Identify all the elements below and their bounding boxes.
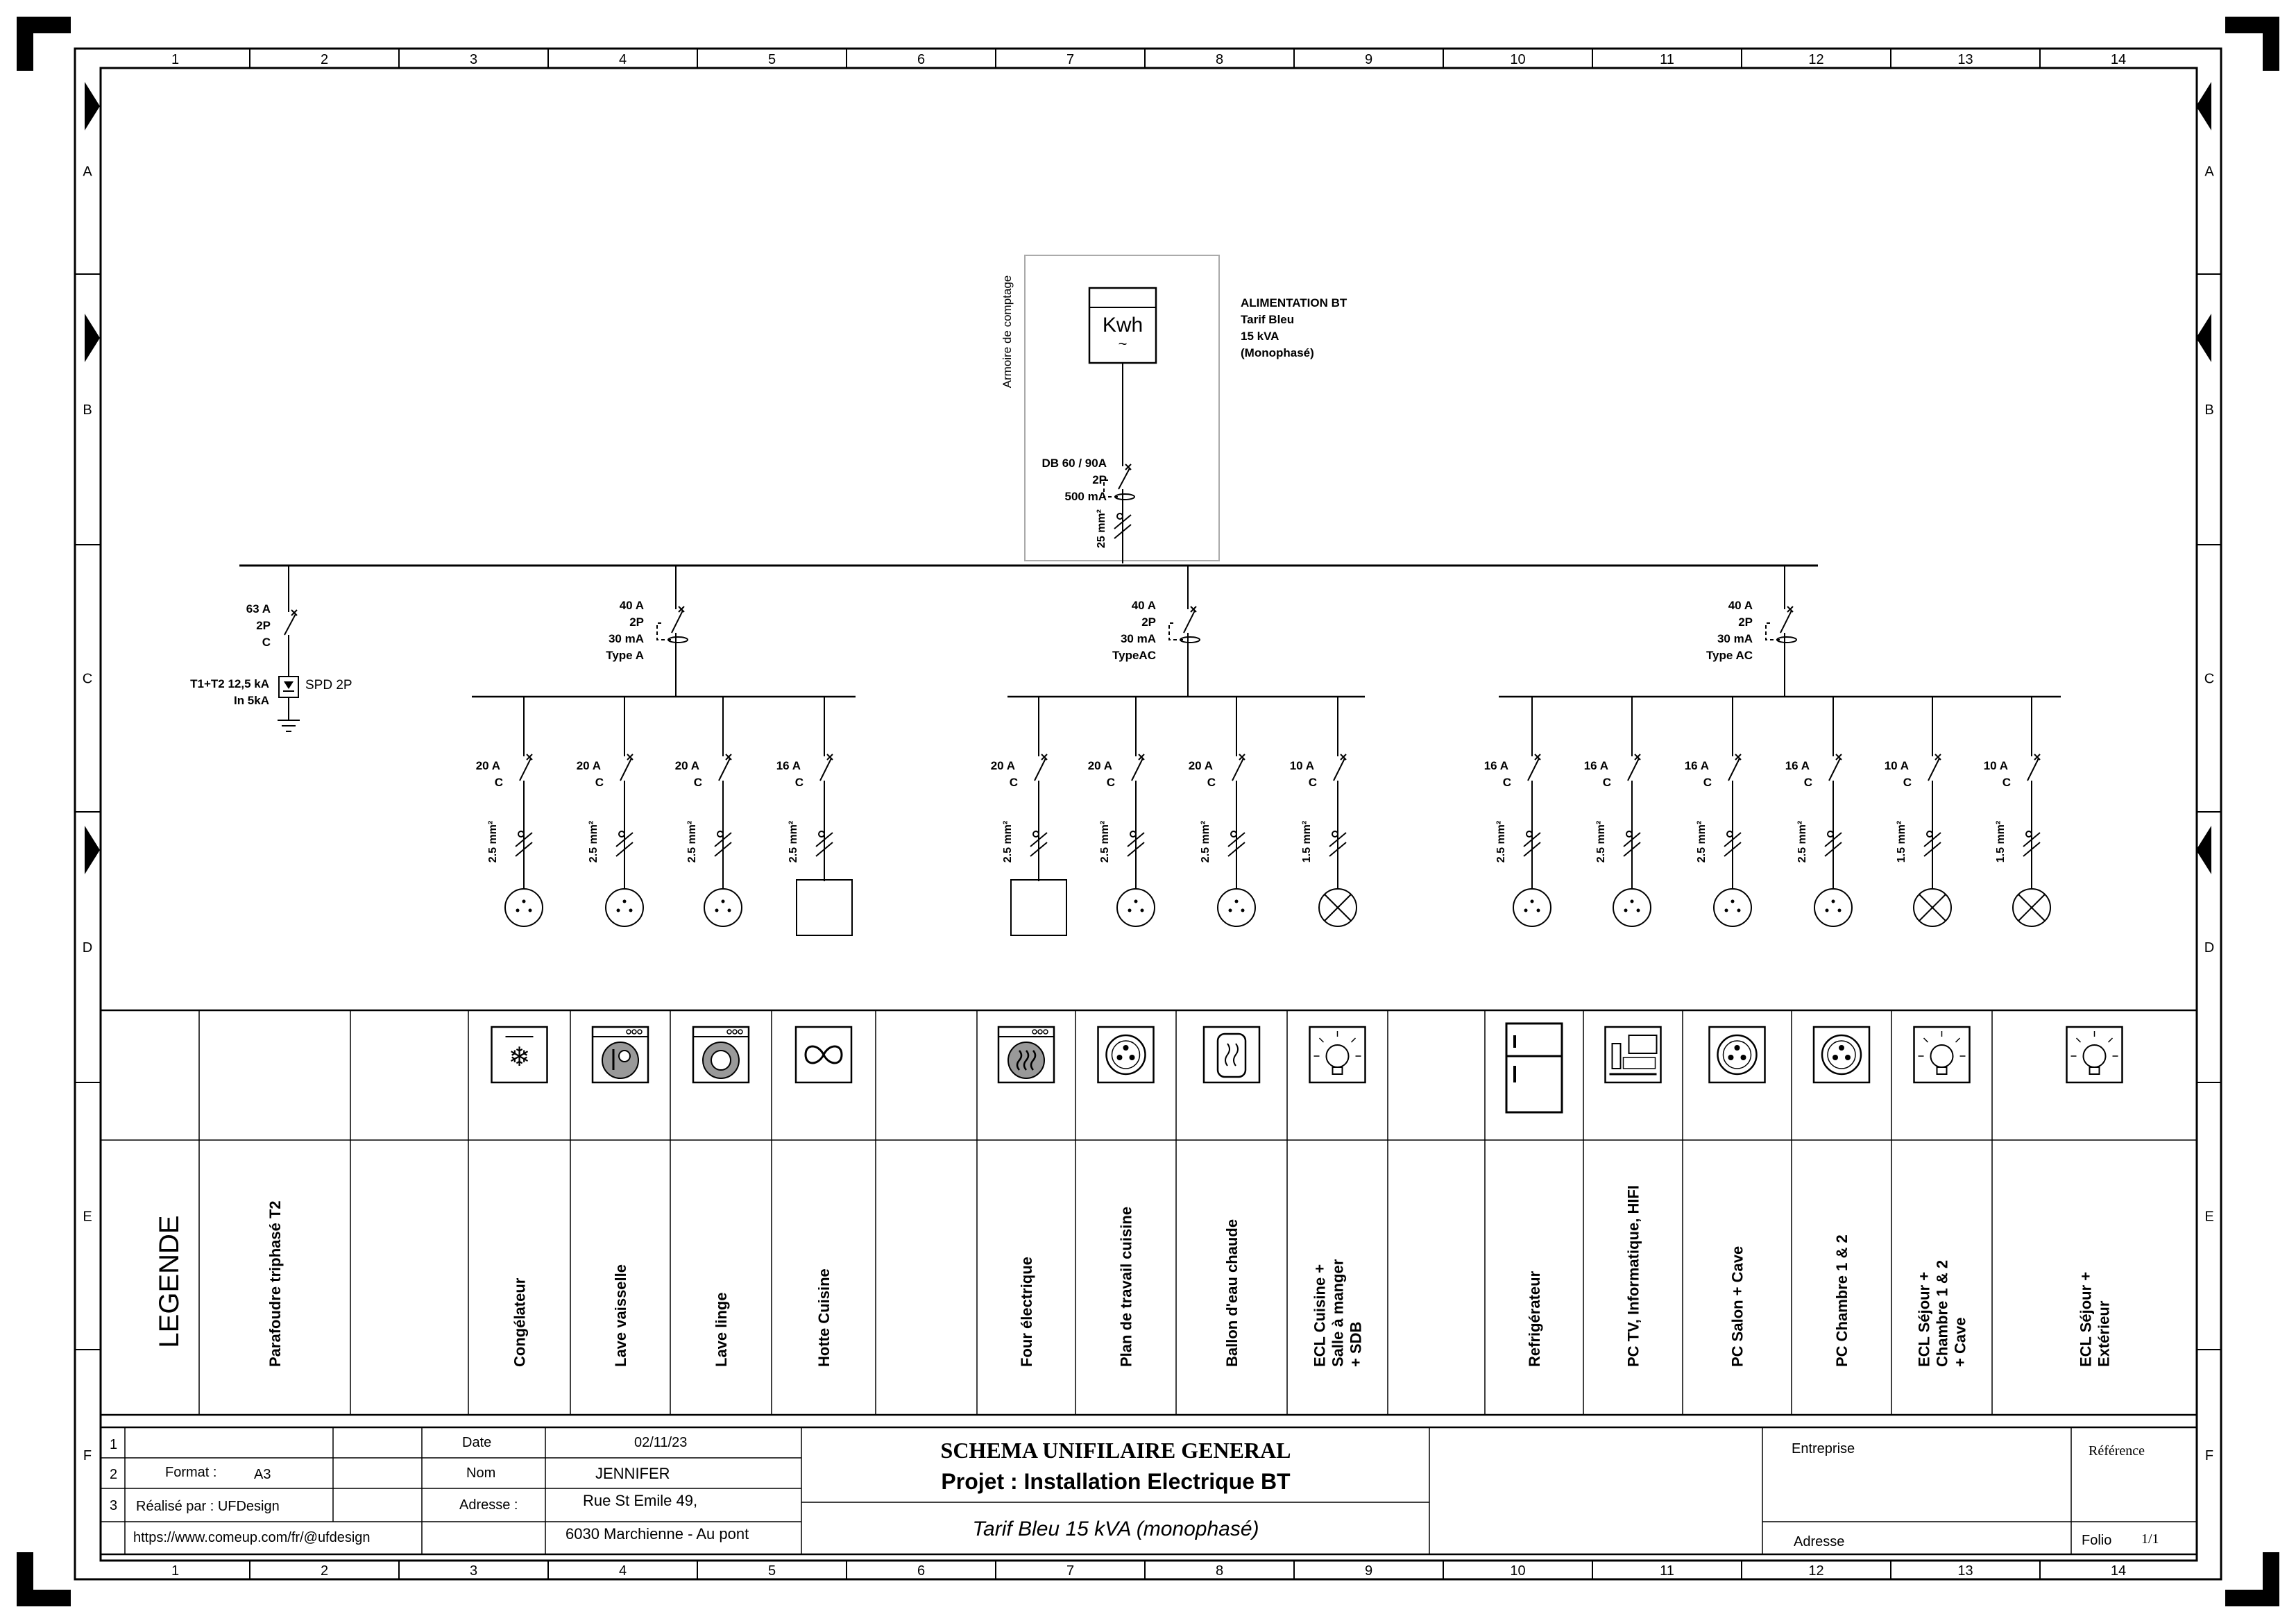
grid-row-label: B [2204,402,2214,418]
legend-label: ECL Séjour + [2077,1271,2095,1367]
grid-row-label: D [2204,940,2215,955]
legend-label: Four électrique [1018,1257,1035,1367]
grid-column-label: 3 [469,52,478,67]
grid-column-label: 12 [1808,1563,1824,1579]
company-label: Entreprise [1792,1441,1855,1456]
circuit-amperage: 16 A [1785,759,1810,772]
grid-column-label: 2 [320,52,329,67]
legend-title: LEGENDE [154,1215,185,1348]
grid-column-label: 13 [1957,1563,1973,1579]
grid-column-label: 7 [1066,52,1075,67]
group-breaker-line: 40 A [619,599,644,612]
address-line-2: 6030 Marchienne - Au pont [566,1525,749,1543]
group-breaker-line: 30 mA [608,632,644,645]
circuit-curve: C [1009,776,1018,789]
circuit-cable-section: 2.5 mm² [686,820,698,863]
meter-label: Kwh [1102,314,1143,337]
legend-label: + SDB [1347,1321,1365,1367]
circuit-cable-section: 1.5 mm² [1896,820,1907,863]
document-title: SCHEMA UNIFILAIRE GENERAL [940,1438,1291,1463]
grid-column-label: 8 [1215,52,1224,67]
circuit-amperage: 20 A [1087,759,1112,772]
circuit-amperage: 20 A [576,759,601,772]
circuit-cable-section: 2.5 mm² [1495,820,1507,863]
circuit-amperage: 10 A [1289,759,1314,772]
legend-label: ECL Cuisine + [1311,1264,1329,1367]
circuit-amperage: 16 A [1483,759,1508,772]
supply-line: 15 kVA [1241,330,1279,343]
grid-row-label: B [83,402,92,418]
circuit-amperage: 10 A [1884,759,1909,772]
main-cable-label: 25 mm² [1096,509,1107,549]
grid-column-label: 8 [1215,1563,1224,1579]
circuit-curve: C [1502,776,1511,789]
format-label: Format : [165,1465,217,1480]
circuit-cable-section: 1.5 mm² [1301,820,1313,863]
grid-column-label: 9 [1364,52,1373,67]
grid-column-label: 14 [2110,1563,2127,1579]
grid-column-label: 4 [618,52,627,67]
group-breaker-line: TypeAC [1112,649,1156,662]
spd-breaker-line: 63 A [246,602,271,615]
folio-label: Folio [2082,1533,2112,1548]
grid-row-label: A [2204,164,2214,180]
grid-column-label: 5 [767,1563,776,1579]
legend-label: Extérieur [2095,1300,2113,1367]
grid-column-label: 6 [917,52,926,67]
tb-row-number: 3 [110,1498,118,1513]
grid-row-label: D [82,940,93,955]
grid-row-label: E [2204,1209,2214,1225]
circuit-cable-section: 2.5 mm² [1099,820,1111,863]
circuit-curve: C [1803,776,1812,789]
date-value: 02/11/23 [634,1435,688,1450]
legend-label: PC Salon + Cave [1728,1246,1746,1367]
legend-label: Ballon d'eau chaude [1223,1218,1241,1367]
name-label: Nom [466,1465,496,1481]
main-breaker-line: DB 60 / 90A [1041,457,1107,470]
circuit-cable-section: 2.5 mm² [788,820,799,863]
legend-label: Plan de travail cuisine [1117,1206,1135,1367]
group-breaker-line: 2P [1738,615,1753,629]
spd-breaker-line: C [262,636,271,649]
legend-label: Chambre 1 & 2 [1933,1259,1951,1367]
grid-row-label: E [83,1209,92,1225]
grid-column-label: 11 [1660,52,1674,67]
grid-row-label: C [2204,671,2215,687]
folio-value: 1/1 [2141,1531,2159,1547]
grid-column-label: 10 [1510,1563,1526,1579]
circuit-curve: C [1106,776,1115,789]
circuit-curve: C [1703,776,1712,789]
meter-symbol: ~ [1118,335,1128,352]
company-address-label: Adresse [1794,1534,1845,1549]
circuit-curve: C [693,776,702,789]
grid-column-label: 9 [1364,1563,1373,1579]
svg-text:❄: ❄ [508,1043,531,1072]
grid-column-label: 3 [469,1563,478,1579]
group-breaker-line: 40 A [1728,599,1753,612]
grid-column-label: 12 [1808,52,1824,67]
group-breaker-line: Type AC [1706,649,1753,662]
circuit-amperage: 16 A [776,759,801,772]
legend-cell [266,1200,284,1367]
cabinet-label: Armoire de comptage [1001,275,1014,389]
grid-row-label: F [83,1448,92,1463]
legend-label: PC TV, Informatique, HIFI [1624,1185,1642,1367]
group-breaker-line: Type A [606,649,644,662]
circuit-cable-section: 2.5 mm² [1002,820,1014,863]
legend-label: + Cave [1951,1317,1969,1367]
grid-row-label: F [2204,1448,2214,1463]
grid-column-label: 10 [1510,52,1526,67]
circuit-curve: C [595,776,604,789]
grid-row-label: C [82,671,93,687]
circuit-curve: C [1903,776,1912,789]
circuit-amperage: 20 A [990,759,1015,772]
circuit-amperage: 20 A [1188,759,1213,772]
main-breaker-line: 2P [1092,473,1107,486]
address-label: Adresse : [459,1497,518,1513]
circuit-amperage: 20 A [674,759,699,772]
group-breaker-line: 2P [629,615,644,629]
circuit-cable-section: 2.5 mm² [1696,820,1708,863]
circuit-curve: C [1308,776,1317,789]
tb-row-number: 1 [110,1437,118,1452]
tb-row-number: 2 [110,1467,118,1482]
format-value: A3 [254,1467,271,1482]
group-breaker-line: 2P [1141,615,1156,629]
legend-label: Parafoudre triphasé T2 [266,1200,284,1367]
circuit-cable-section: 2.5 mm² [1595,820,1607,863]
grid-row-label: A [83,164,92,180]
project-title: Projet : Installation Electrique BT [941,1469,1291,1494]
circuit-amperage: 20 A [475,759,500,772]
grid-column-label: 13 [1957,52,1973,67]
spd-breaker-line: 2P [256,619,271,632]
grid-column-label: 6 [917,1563,926,1579]
grid-column-label: 4 [618,1563,627,1579]
grid-column-label: 14 [2110,52,2127,67]
circuit-cable-section: 1.5 mm² [1995,820,2007,863]
grid-column-label: 7 [1066,1563,1075,1579]
spd-rating-line: In 5kA [233,694,269,707]
circuit-cable-section: 2.5 mm² [487,820,499,863]
legend-label: ECL Séjour + [1915,1271,1933,1367]
legend-label: PC Chambre 1 & 2 [1833,1234,1851,1367]
reference-label: Référence [2089,1443,2145,1459]
group-breaker-line: 30 mA [1120,632,1156,645]
grid-column-label: 1 [171,52,180,67]
address-line-1: Rue St Emile 49, [583,1492,698,1509]
grid-column-label: 11 [1660,1563,1674,1579]
circuit-amperage: 16 A [1684,759,1709,772]
author-url: https://www.comeup.com/fr/@ufdesign [133,1530,371,1545]
grid-column-label: 5 [767,52,776,67]
circuit-cable-section: 2.5 mm² [1796,820,1808,863]
supply-line: (Monophasé) [1241,346,1314,359]
legend-label: Hotte Cuisine [815,1268,833,1367]
spd-label: SPD 2P [305,678,352,692]
document-subtitle: Tarif Bleu 15 kVA (monophasé) [972,1518,1259,1540]
grid-column-label: 2 [320,1563,329,1579]
supply-line: ALIMENTATION BT [1241,296,1347,309]
circuit-curve: C [1602,776,1611,789]
group-breaker-line: 40 A [1131,599,1156,612]
spd-rating-line: T1+T2 12,5 kA [190,677,269,690]
legend-label: Lave vaisselle [612,1264,629,1367]
circuit-curve: C [494,776,503,789]
name-value: JENNIFER [595,1465,670,1482]
legend-label: Lave linge [713,1292,730,1367]
legend-label: Congélateur [511,1277,529,1367]
circuit-cable-section: 2.5 mm² [1200,820,1211,863]
circuit-amperage: 10 A [1983,759,2008,772]
circuit-cable-section: 2.5 mm² [588,820,599,863]
grid-column-label: 1 [171,1563,180,1579]
legend-label: Refrigérateur [1526,1271,1543,1367]
group-breaker-line: 30 mA [1717,632,1753,645]
circuit-curve: C [2002,776,2011,789]
date-label: Date [462,1435,492,1450]
main-breaker-line: 500 mA [1064,490,1107,503]
legend-label: Salle à manger [1329,1259,1347,1367]
circuit-curve: C [1207,776,1216,789]
circuit-amperage: 16 A [1583,759,1608,772]
supply-line: Tarif Bleu [1241,313,1295,326]
author-label: Réalisé par : UFDesign [136,1499,280,1514]
circuit-curve: C [794,776,803,789]
